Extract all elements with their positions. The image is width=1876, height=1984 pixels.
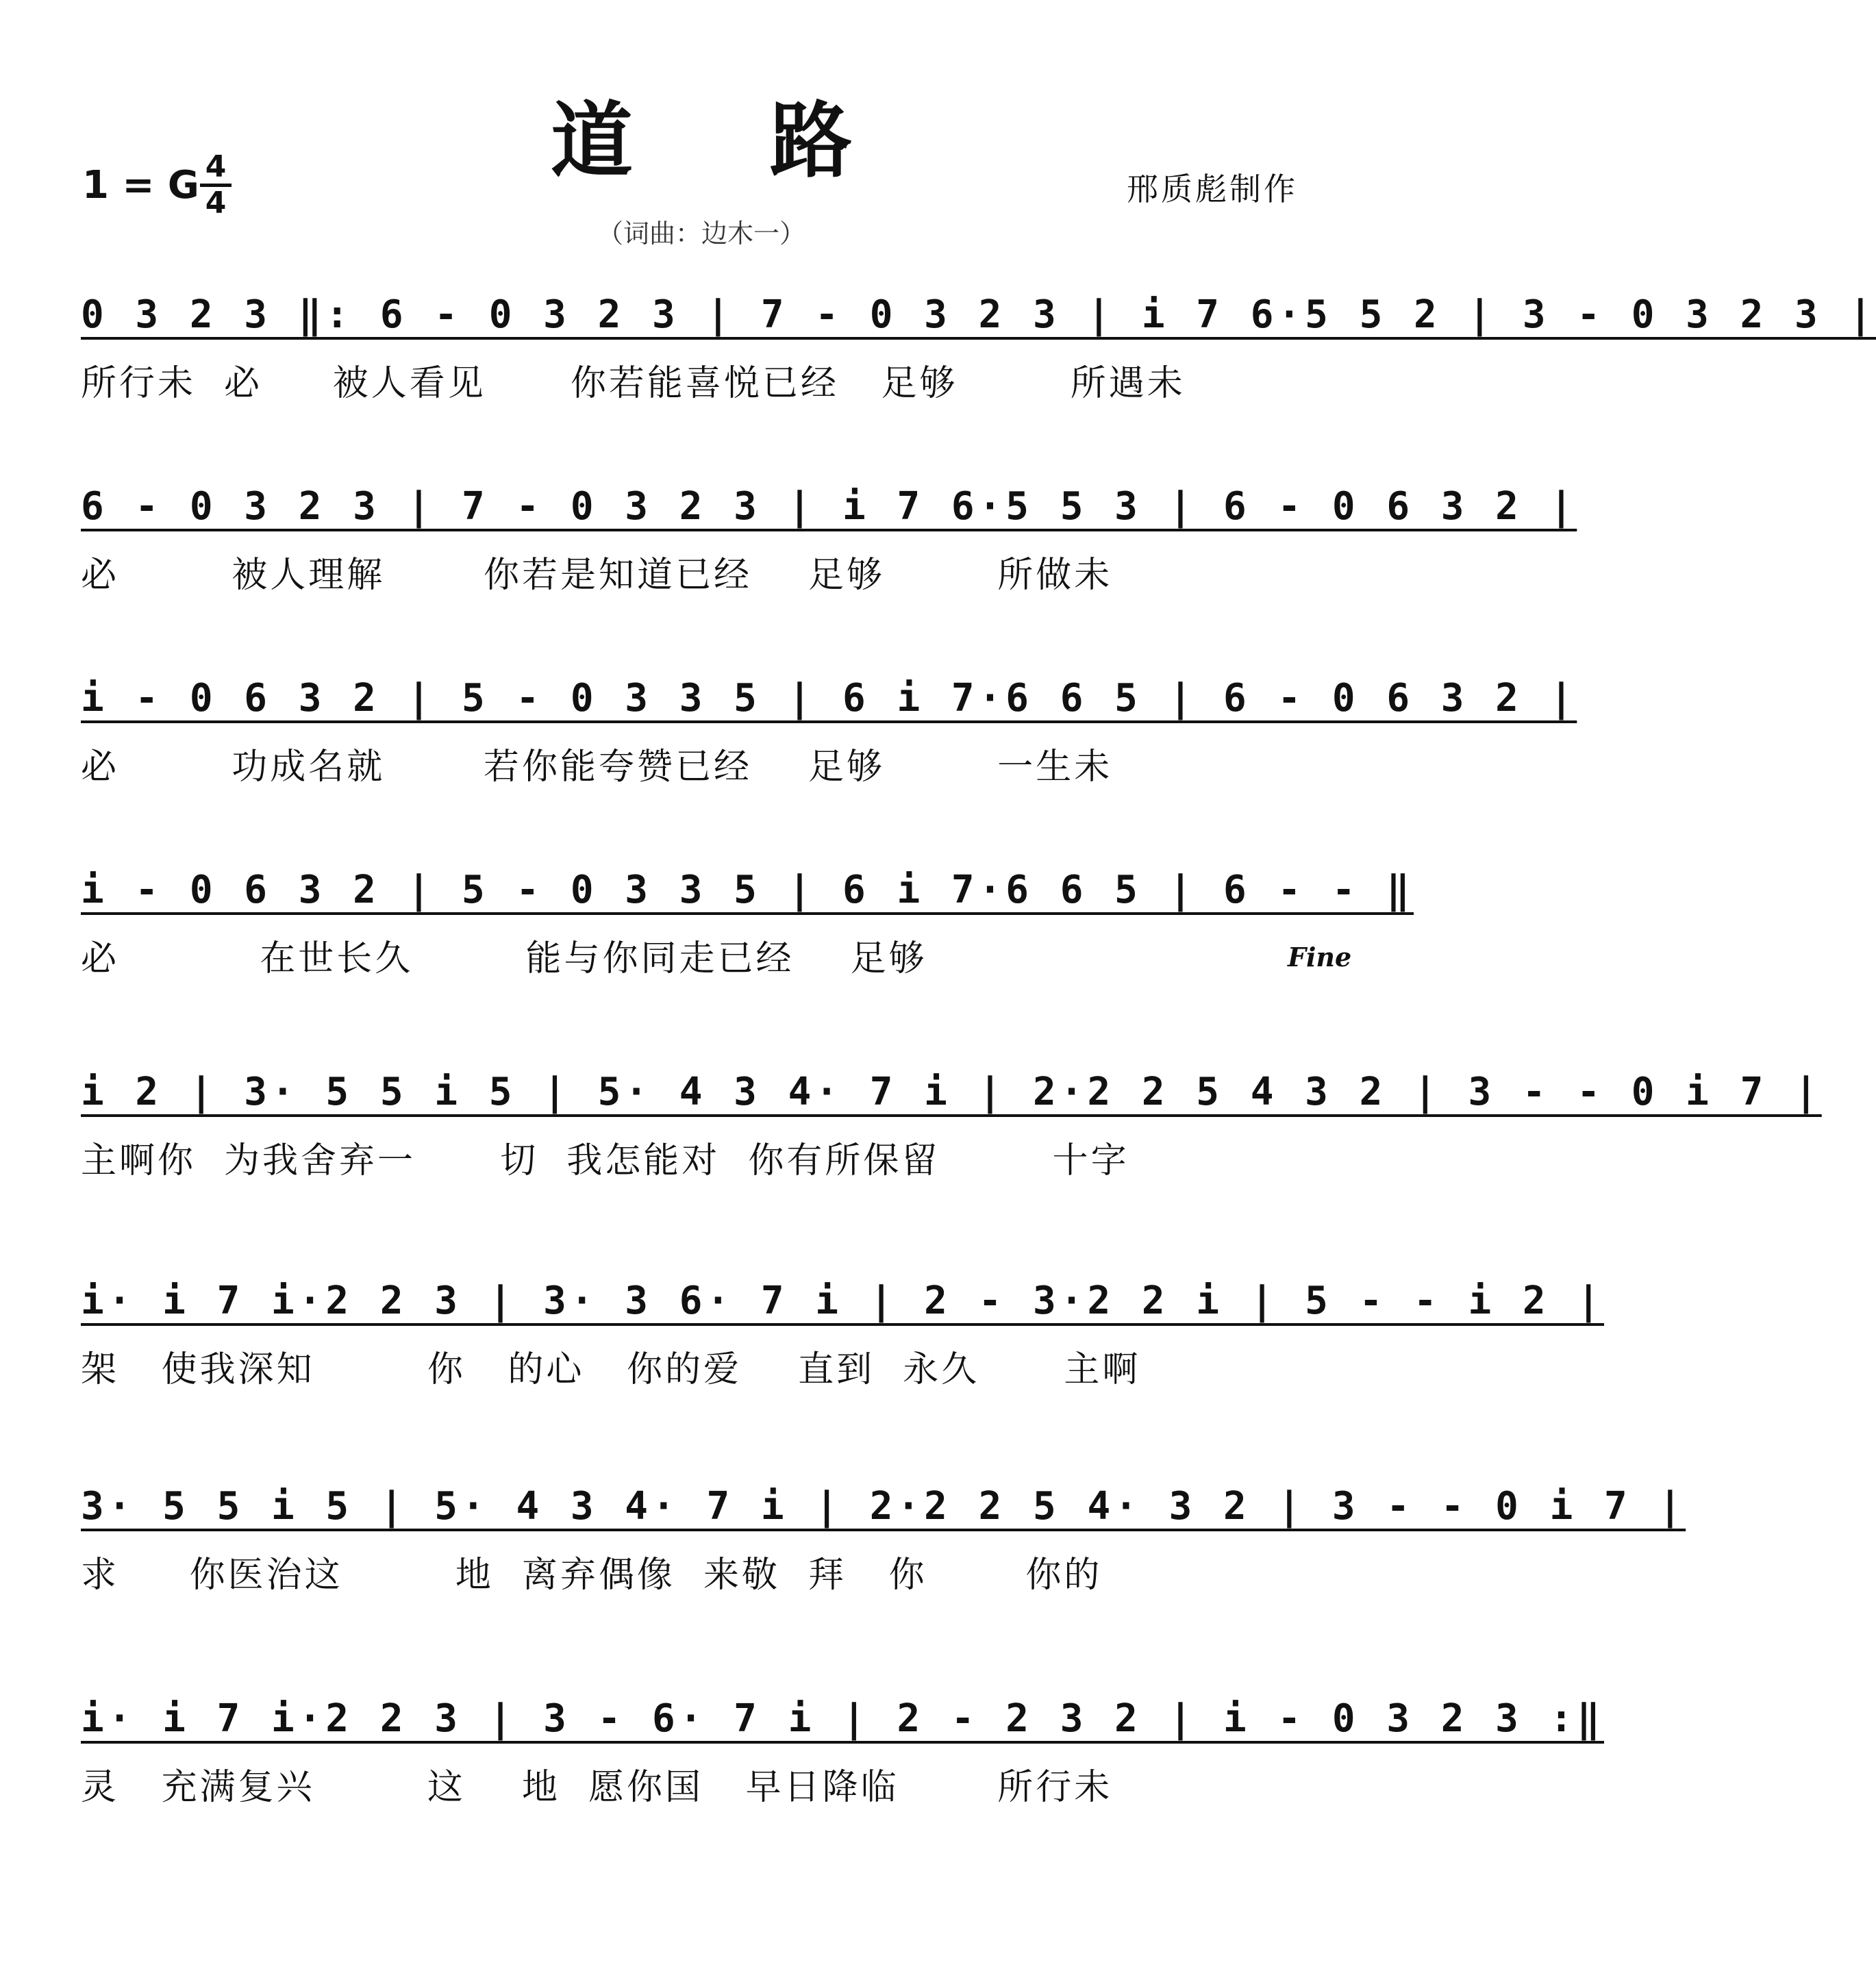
time-signature-bottom: 4 — [205, 186, 227, 221]
notation-line: i· i 7 i·2 2 3 | 3· 3 6· 7 i | 2 - 3·2 2 i | 5 - - i 2 | — [81, 1279, 1605, 1323]
lyrics-line: 主啊你 为我舍弃一 切 我怎能对 你有所保留 十字 — [81, 1140, 1129, 1181]
notation-line: i· i 7 i·2 2 3 | 3 - 6· 7 i | 2 - 2 3 2 | i - 0 3 2 3 :‖ — [81, 1696, 1605, 1741]
fine-mark: Fine — [1288, 942, 1352, 972]
lyrics-line: 必 功成名就 若你能夸赞已经 足够 一生未 — [81, 746, 1113, 788]
notation-line: i - 0 6 3 2 | 5 - 0 3 3 5 | 6 i 7·6 6 5 | 6 - 0 6 3 2 | — [81, 676, 1577, 720]
lyrics-line: 架 使我深知 你 的心 你的爱 直到 永久 主啊 — [81, 1349, 1141, 1390]
lyrics-line: 灵 充满复兴 这 地 愿你国 早日降临 所行未 — [81, 1767, 1113, 1808]
subtitle: （词曲：边木一） — [597, 218, 805, 249]
notation-line: i 2 | 3· 5 5 i 5 | 5· 4 3 4· 7 i | 2·2 2 5 4 3 2 | 3 - - 0 i 7 | — [81, 1070, 1822, 1114]
lyrics-line: 求 你医治这 地 离弃偶像 来敬 拜 你 你的 — [81, 1555, 1103, 1596]
lyrics-line: 所行未 必 被人看见 你若能喜悦已经 足够 所遇未 — [81, 363, 1186, 404]
key-signature: 1 = G — [82, 163, 199, 208]
notation-line: i - 0 6 3 2 | 5 - 0 3 3 5 | 6 i 7·6 6 5 | 6 - - ‖ — [81, 868, 1414, 912]
lyrics-line: 必 被人理解 你若是知道已经 足够 所做未 — [81, 555, 1113, 596]
notation-line: 0 3 2 3 ‖: 6 - 0 3 2 3 | 7 - 0 3 2 3 | i 7 6·5 5 2 | 3 - 0 3 2 3 | — [81, 292, 1876, 337]
notation-line: 6 - 0 3 2 3 | 7 - 0 3 2 3 | i 7 6·5 5 3 | 6 - 0 6 3 2 | — [81, 484, 1577, 529]
time-signature — [200, 149, 232, 221]
time-signature-top: 4 — [205, 149, 227, 184]
song-title: 道路 — [551, 92, 989, 189]
lyrics-line: 必 在世长久 能与你同走已经 足够 — [81, 938, 927, 979]
notation-line: 3· 5 5 i 5 | 5· 4 3 4· 7 i | 2·2 2 5 4· 3 2 | 3 - - 0 i 7 | — [81, 1484, 1686, 1529]
credit: 邢质彪制作 — [1127, 171, 1298, 208]
